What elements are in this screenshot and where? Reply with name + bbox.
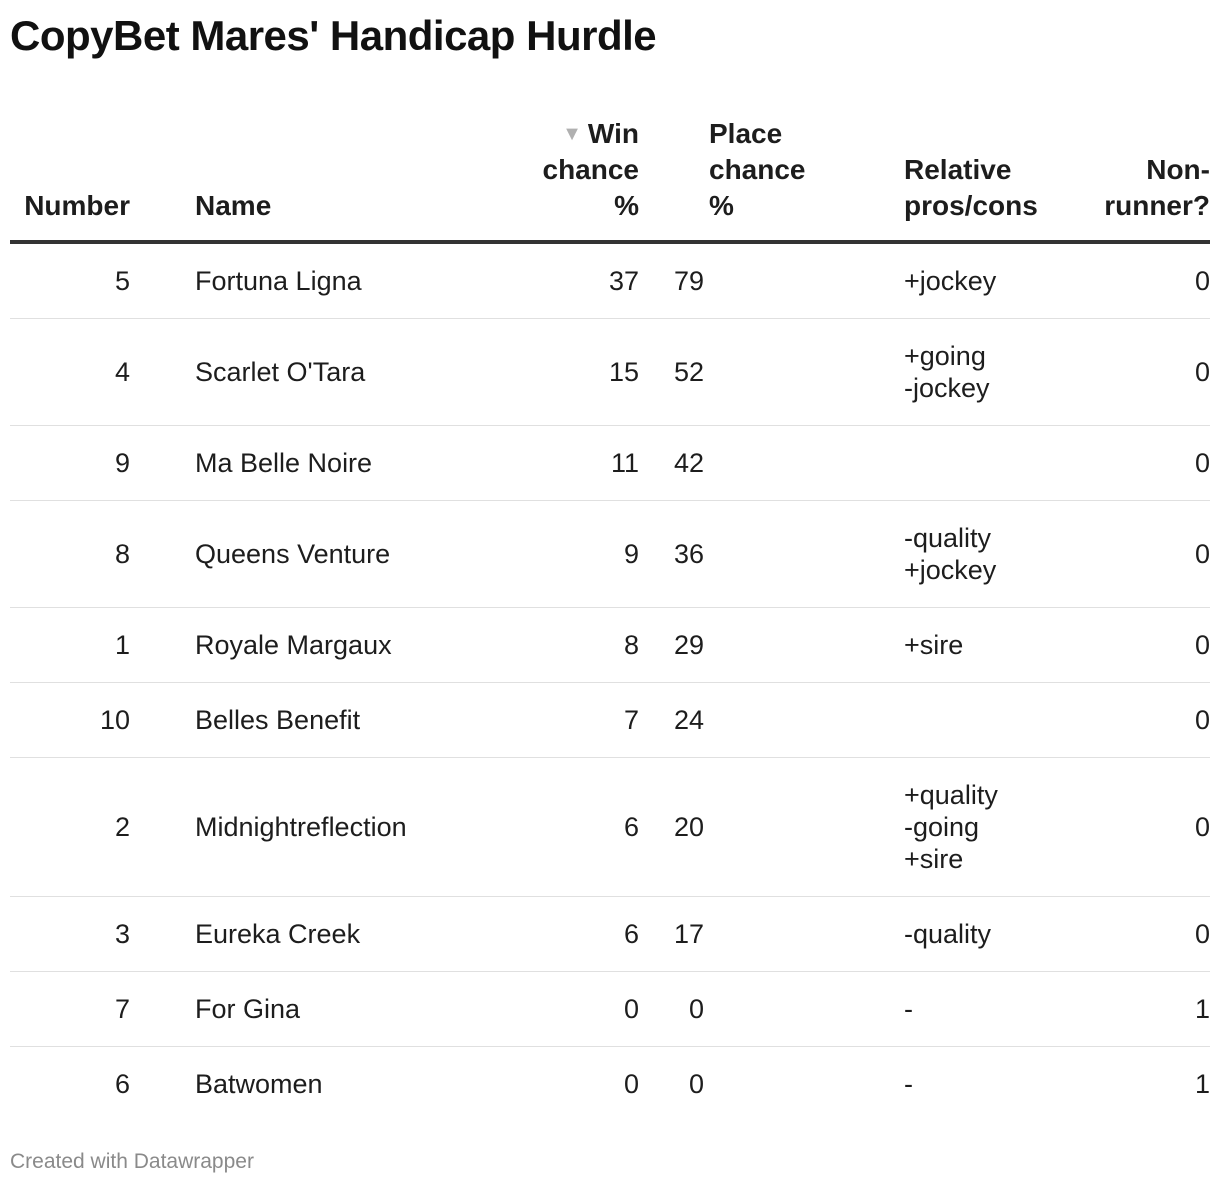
cell-place-chance: 0 xyxy=(639,972,704,1047)
cell-non-runner: 0 xyxy=(1194,919,1210,949)
cell-place-chance: 29 xyxy=(639,608,704,683)
table-row xyxy=(10,972,1210,1047)
cell-non-runner: 0 xyxy=(1194,357,1210,387)
cell-non-runner: 0 xyxy=(1194,812,1210,842)
cell-place-chance: 52 xyxy=(639,319,704,426)
cell-pros-cons-text: +sire xyxy=(904,630,964,660)
chart-title: CopyBet Mares' Handicap Hurdle xyxy=(10,12,657,59)
cell-pros-cons-text: - xyxy=(904,994,913,1024)
cell-number: 3 xyxy=(10,897,130,972)
cell-win-chance: 8 xyxy=(453,608,639,683)
runners-table xyxy=(10,112,1210,1121)
cell-number: 2 xyxy=(10,758,130,897)
cell-non-runner: 0 xyxy=(1194,705,1210,735)
column-header-pros-label: Relative pros/cons xyxy=(904,154,1038,221)
cell-pros-cons-text: +jockey xyxy=(904,266,997,296)
cell-number: 1 xyxy=(10,608,130,683)
cell-name: Queens Venture xyxy=(195,501,453,608)
cell-non-runner: 1 xyxy=(1194,1069,1210,1099)
cell-place-chance: 17 xyxy=(639,897,704,972)
cell-number: 9 xyxy=(10,426,130,501)
cell-name: Midnightreflection xyxy=(195,758,453,897)
cell-number: 8 xyxy=(10,501,130,608)
cell-number: 6 xyxy=(114,1069,130,1099)
cell-name: Eureka Creek xyxy=(195,897,453,972)
cell-pros-cons xyxy=(904,683,1210,758)
cell-place-chance: 0 xyxy=(688,1069,704,1099)
table-row xyxy=(10,242,1210,319)
cell-pros-cons-text: +quality -going +sire xyxy=(904,780,998,874)
cell-pros-cons-text: +going -jockey xyxy=(904,341,990,403)
cell-pros-cons-text: -quality +jockey xyxy=(904,523,997,585)
header-row xyxy=(10,112,1210,242)
column-header-win[interactable] xyxy=(453,112,639,242)
cell-pros-cons xyxy=(904,242,1210,319)
cell-number: 7 xyxy=(10,972,130,1047)
cell-pros-cons xyxy=(904,1047,1210,1122)
cell-number: 10 xyxy=(10,683,130,758)
column-header-place[interactable]: Place chance % xyxy=(639,112,704,242)
cell-pros-cons-text: - xyxy=(904,1069,913,1099)
cell-win-chance: 0 xyxy=(453,972,639,1047)
cell-win-chance: 37 xyxy=(453,242,639,319)
cell-non-runner: 0 xyxy=(1194,266,1210,296)
column-header-number[interactable]: Number xyxy=(10,112,130,242)
cell-win-chance: 6 xyxy=(453,897,639,972)
cell-pros-cons xyxy=(904,972,1210,1047)
cell-pros-cons xyxy=(904,319,1210,426)
cell-win-chance: 7 xyxy=(453,683,639,758)
cell-place-chance: 79 xyxy=(639,242,704,319)
table-body xyxy=(10,242,1210,1121)
cell-name: Batwomen xyxy=(195,1069,323,1099)
cell-name: Ma Belle Noire xyxy=(195,426,453,501)
table-row xyxy=(10,319,1210,426)
cell-name: For Gina xyxy=(195,972,453,1047)
column-header-nonrunner[interactable]: Non-runner? xyxy=(1104,154,1210,221)
cell-name: Royale Margaux xyxy=(195,608,453,683)
cell-pros-cons xyxy=(904,897,1210,972)
cell-win-chance: 9 xyxy=(453,501,639,608)
cell-name: Scarlet O'Tara xyxy=(195,319,453,426)
column-header-pros[interactable] xyxy=(904,112,1210,242)
cell-win-chance: 0 xyxy=(623,1069,639,1099)
table-row xyxy=(10,1047,1210,1122)
cell-non-runner: 1 xyxy=(1194,994,1210,1024)
cell-pros-cons xyxy=(904,758,1210,897)
table-row xyxy=(10,501,1210,608)
cell-pros-cons xyxy=(904,608,1210,683)
cell-number: 4 xyxy=(10,319,130,426)
table-row xyxy=(10,683,1210,758)
cell-non-runner: 0 xyxy=(1194,539,1210,569)
table-row xyxy=(10,758,1210,897)
cell-win-chance: 11 xyxy=(453,426,639,501)
table-row xyxy=(10,897,1210,972)
table-row xyxy=(10,426,1210,501)
cell-pros-cons xyxy=(904,426,1210,501)
cell-place-chance: 36 xyxy=(639,501,704,608)
cell-name: Fortuna Ligna xyxy=(195,242,453,319)
cell-place-chance: 42 xyxy=(639,426,704,501)
sort-descending-icon: ▼ xyxy=(562,123,582,145)
cell-non-runner: 0 xyxy=(1194,630,1210,660)
cell-place-chance: 20 xyxy=(639,758,704,897)
cell-pros-cons xyxy=(904,501,1210,608)
column-header-win-label: Win chance % xyxy=(542,118,639,221)
cell-pros-cons-text: -quality xyxy=(904,919,992,949)
cell-non-runner: 0 xyxy=(1194,448,1210,478)
cell-name: Belles Benefit xyxy=(195,683,453,758)
cell-win-chance: 15 xyxy=(453,319,639,426)
footer-credit: Created with Datawrapper xyxy=(10,1150,254,1173)
cell-place-chance: 24 xyxy=(639,683,704,758)
table-row xyxy=(10,608,1210,683)
cell-number: 5 xyxy=(10,242,130,319)
cell-win-chance: 6 xyxy=(453,758,639,897)
column-header-name[interactable]: Name xyxy=(195,112,453,242)
